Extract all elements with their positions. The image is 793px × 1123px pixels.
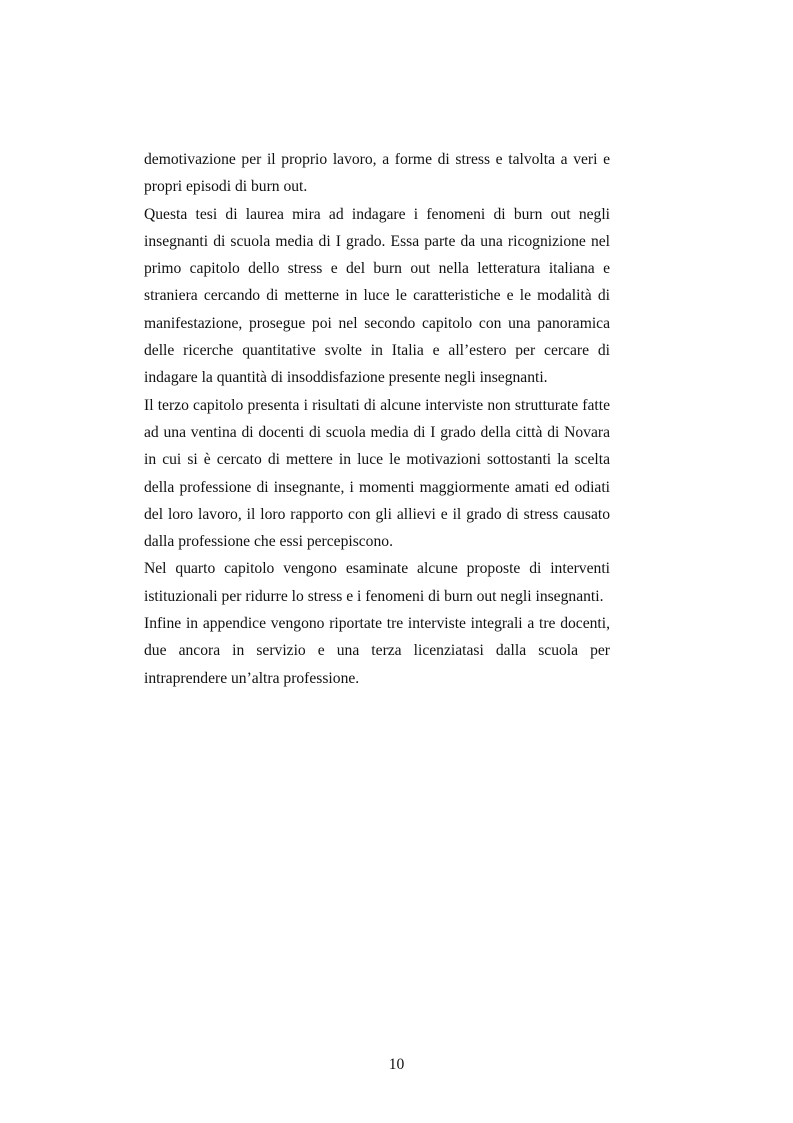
page-number: 10 bbox=[388, 1056, 405, 1073]
paragraph-appendix: Infine in appendice vengono riportate tre interviste integrali a tre docenti, due ancora in servizio e una terza licenziatasi dalla scuola per intraprendere un’altra professione. bbox=[144, 615, 610, 687]
paragraph-third-chapter: Il terzo capitolo presenta i risultati di alcune interviste non strutturate fatte ad una ventina di docenti di scuola media di I grado della città di Novara in cui si è cercato di mettere in luce le motivazioni sottostanti la scelta della professione di insegnante, i momenti maggiormente amati ed odiati del loro lavoro, il loro rapporto con gli allievi e il grado di stress causato dalla professione che essi percepiscono. bbox=[144, 396, 610, 551]
paragraph-thesis-aim: Questa tesi di laurea mira ad indagare i fenomeni di burn out negli insegnanti di scuola media di I grado. Essa parte da una ricognizione nel primo capitolo dello stress e del burn out nella letteratura italiana e straniera cercando di metterne in luce le caratteristiche e le modalità di manifestazione, prosegue poi nel secondo capitolo con una panoramica delle ricerche quantitative svolte in Italia e all’estero per cercare di indagare la quantità di insoddisfazione presente negli insegnanti. bbox=[144, 205, 610, 387]
paragraph-burnout-intro: demotivazione per il proprio lavoro, a forme di stress e talvolta a veri e propri episodi di burn out. bbox=[144, 151, 610, 196]
paragraph-fourth-chapter: Nel quarto capitolo vengono esaminate alcune proposte di interventi istituzionali per ridurre lo stress e i fenomeni di burn out negli insegnanti. bbox=[144, 560, 610, 605]
body-text bbox=[144, 146, 610, 692]
